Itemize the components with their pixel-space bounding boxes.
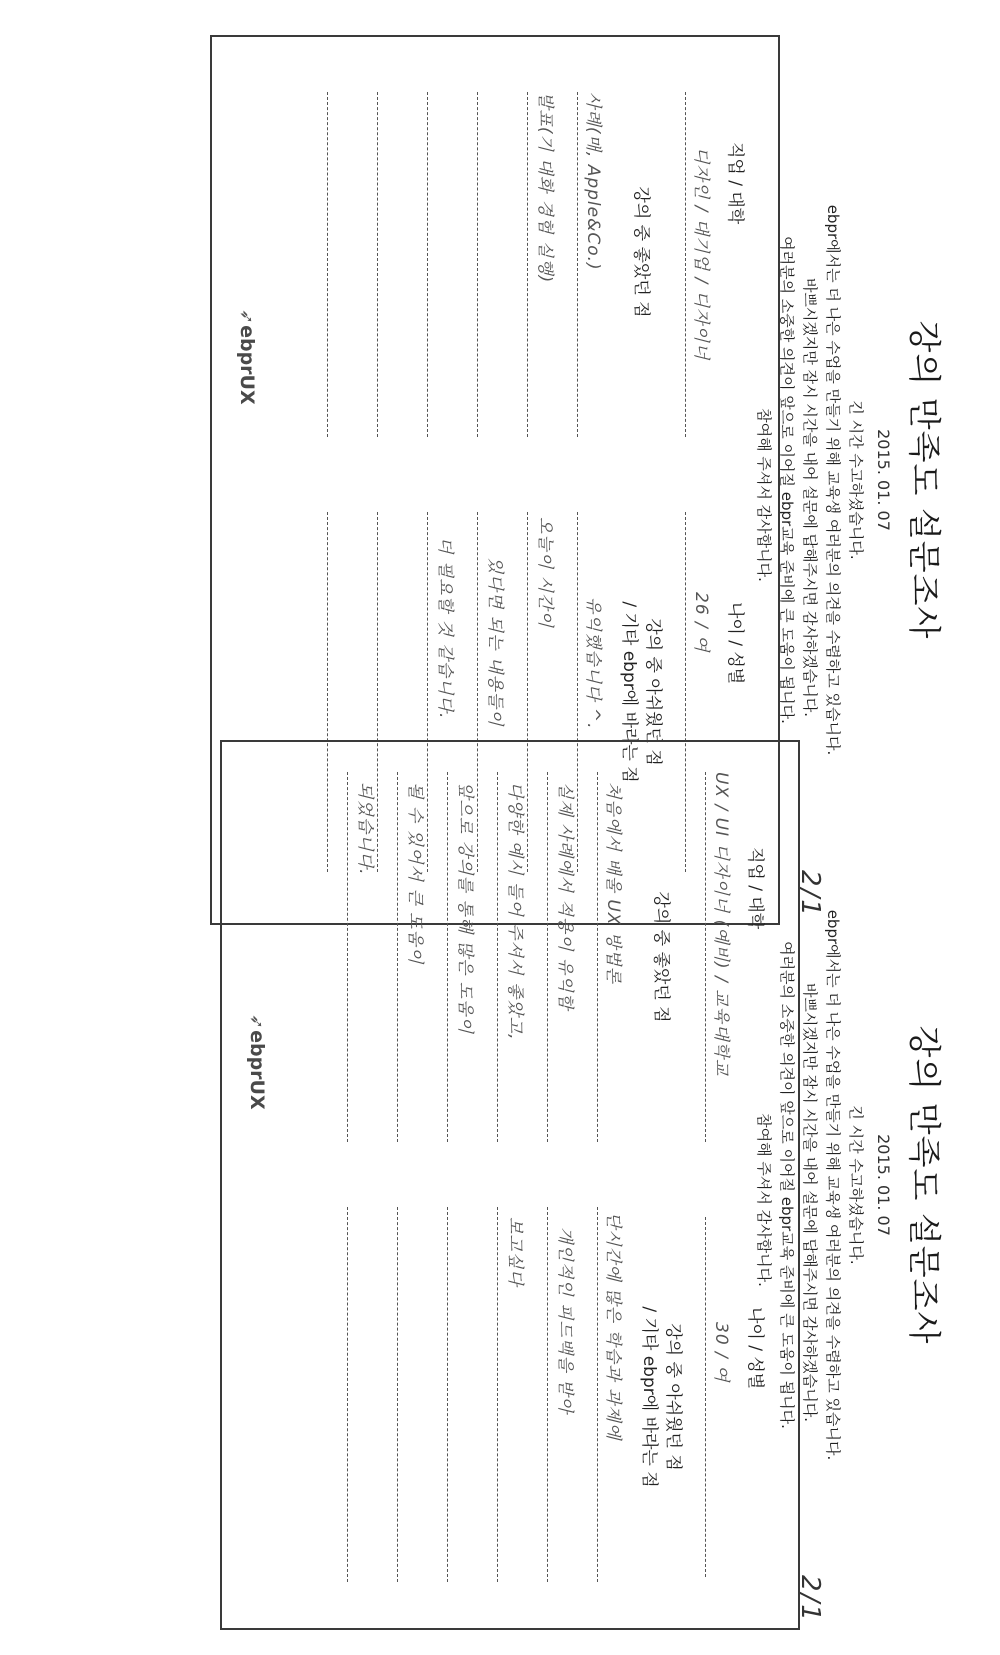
intro-line: 긴 시간 수고하셨습니다. (847, 1105, 865, 1265)
answer-line (547, 772, 548, 1142)
good-answer-line: 실제 사례에서 적용이 유익함 (555, 782, 575, 1011)
good-answer-line: 될 수 있어서 큰 도움이 (405, 782, 425, 965)
intro-line: 긴 시간 수고하셨습니다. (847, 400, 865, 560)
good-answer-line: 다양한 예시 들어 주셔서 좋았고, (505, 782, 525, 1041)
age-gender-underline (705, 1217, 706, 1577)
intro-line: 여러분의 소중한 의견이 앞으로 이어질 ebpr교육 준비에 큰 도움이 됩니다. (778, 941, 796, 1429)
intro-line: 참여해 주셔서 감사합니다. (755, 408, 773, 582)
bad-answer-line: 오늘이 시간이 (535, 517, 555, 628)
bad-answer-line: 개인적인 피드백을 받아 (555, 1227, 575, 1415)
answer-line (477, 92, 478, 437)
good-answer-line: 앞으로 강의를 통해 많은 도움이 (455, 782, 475, 1035)
answer-line (527, 92, 528, 437)
good-answer-line: 되었습니다. (355, 782, 375, 876)
answer-line (427, 92, 428, 437)
good-answer-line: 처음에서 배울 UX 방법론 (603, 782, 623, 985)
age-gender-answer: 26 / 여 (691, 592, 711, 653)
answer-line (397, 772, 398, 1142)
job-answer: UX / UI 디자이너 (예비) / 교육대학교 (711, 772, 731, 1077)
good-answer-line: 발표(기 대화 경험 실행) (535, 92, 555, 284)
survey-box (220, 740, 800, 1630)
answer-line (377, 92, 378, 437)
job-underline (685, 92, 686, 437)
bird-icon: ➶ (236, 309, 257, 325)
bad-points-label: 강의 중 아쉬웠던 점 / 기타 ebpr에 바라는 점 (639, 1306, 683, 1488)
bad-answer-line: 있다면 되는 내용들이 (485, 557, 505, 727)
age-gender-label: 나이 / 성별 (745, 1307, 765, 1390)
survey-form-bottom (195, 715, 975, 1655)
good-points-label: 강의 중 좋았던 점 (631, 186, 651, 318)
job-label: 직업 / 대학 (725, 142, 745, 225)
age-gender-answer: 30 / 여 (711, 1322, 731, 1383)
intro-line: ebpr에서는 더 나은 수업을 만들기 위해 교육생 여러분의 의견을 수렴하고 있습니다. (824, 909, 842, 1461)
page-mark: 2/1 (795, 1575, 825, 1623)
answer-line (347, 1207, 348, 1582)
answer-line (597, 1207, 598, 1582)
intro-line: 참여해 주셔서 감사합니다. (755, 1113, 773, 1287)
answer-line (447, 772, 448, 1142)
intro-line: 바쁘시겠지만 잠시 시간을 내어 설문에 답해주시면 감사하겠습니다. (801, 982, 819, 1423)
ebprux-logo: ➶ebprUX (246, 1014, 268, 1110)
answer-line (497, 772, 498, 1142)
survey-date: 2015. 01. 07 (874, 1134, 893, 1236)
answer-line (497, 1207, 498, 1582)
intro-line: 바쁘시겠지만 잠시 시간을 내어 설문에 답해주시면 감사하겠습니다. (801, 277, 819, 718)
ebprux-logo: ➶ebprUX (236, 309, 258, 405)
good-points-label: 강의 중 좋았던 점 (651, 891, 671, 1023)
survey-title: 강의 만족도 설문조사 (905, 1025, 944, 1345)
bad-answer-line: 단시간에 많은 학습과 과제에 (603, 1212, 623, 1441)
survey-title: 강의 만족도 설문조사 (905, 320, 944, 640)
intro-line: ebpr에서는 더 나은 수업을 만들기 위해 교육생 여러분의 의견을 수렴하고 있습니다. (824, 204, 842, 756)
page-mark: 2/1 (795, 870, 825, 918)
job-underline (705, 772, 706, 1142)
survey-date: 2015. 01. 07 (874, 429, 893, 531)
answer-line (397, 1207, 398, 1582)
answer-line (327, 92, 328, 437)
intro-line: 여러분의 소중한 의견이 앞으로 이어질 ebpr교육 준비에 큰 도움이 됩니다. (778, 236, 796, 724)
answer-line (577, 92, 578, 437)
bird-icon: ➶ (246, 1014, 267, 1030)
job-label: 직업 / 대학 (745, 847, 765, 930)
answer-line (547, 1207, 548, 1582)
bad-answer-line: 더 필요할 것 같습니다. (435, 537, 455, 720)
job-answer: 디자인 / 대기업 / 디자이너 (691, 147, 711, 361)
good-answer-line: 사례(매, Apple&Co.) (583, 92, 603, 271)
answer-line (347, 772, 348, 1142)
bad-answer-line: 보고싶다 (505, 1217, 525, 1287)
age-gender-label: 나이 / 성별 (725, 602, 745, 685)
answer-line (447, 1207, 448, 1582)
answer-line (597, 772, 598, 1142)
bad-points-label: 강의 중 아쉬웠던 점 / 기타 ebpr에 바라는 점 (619, 601, 663, 783)
bad-answer-line: 유익했습니다 ^. (583, 597, 603, 730)
